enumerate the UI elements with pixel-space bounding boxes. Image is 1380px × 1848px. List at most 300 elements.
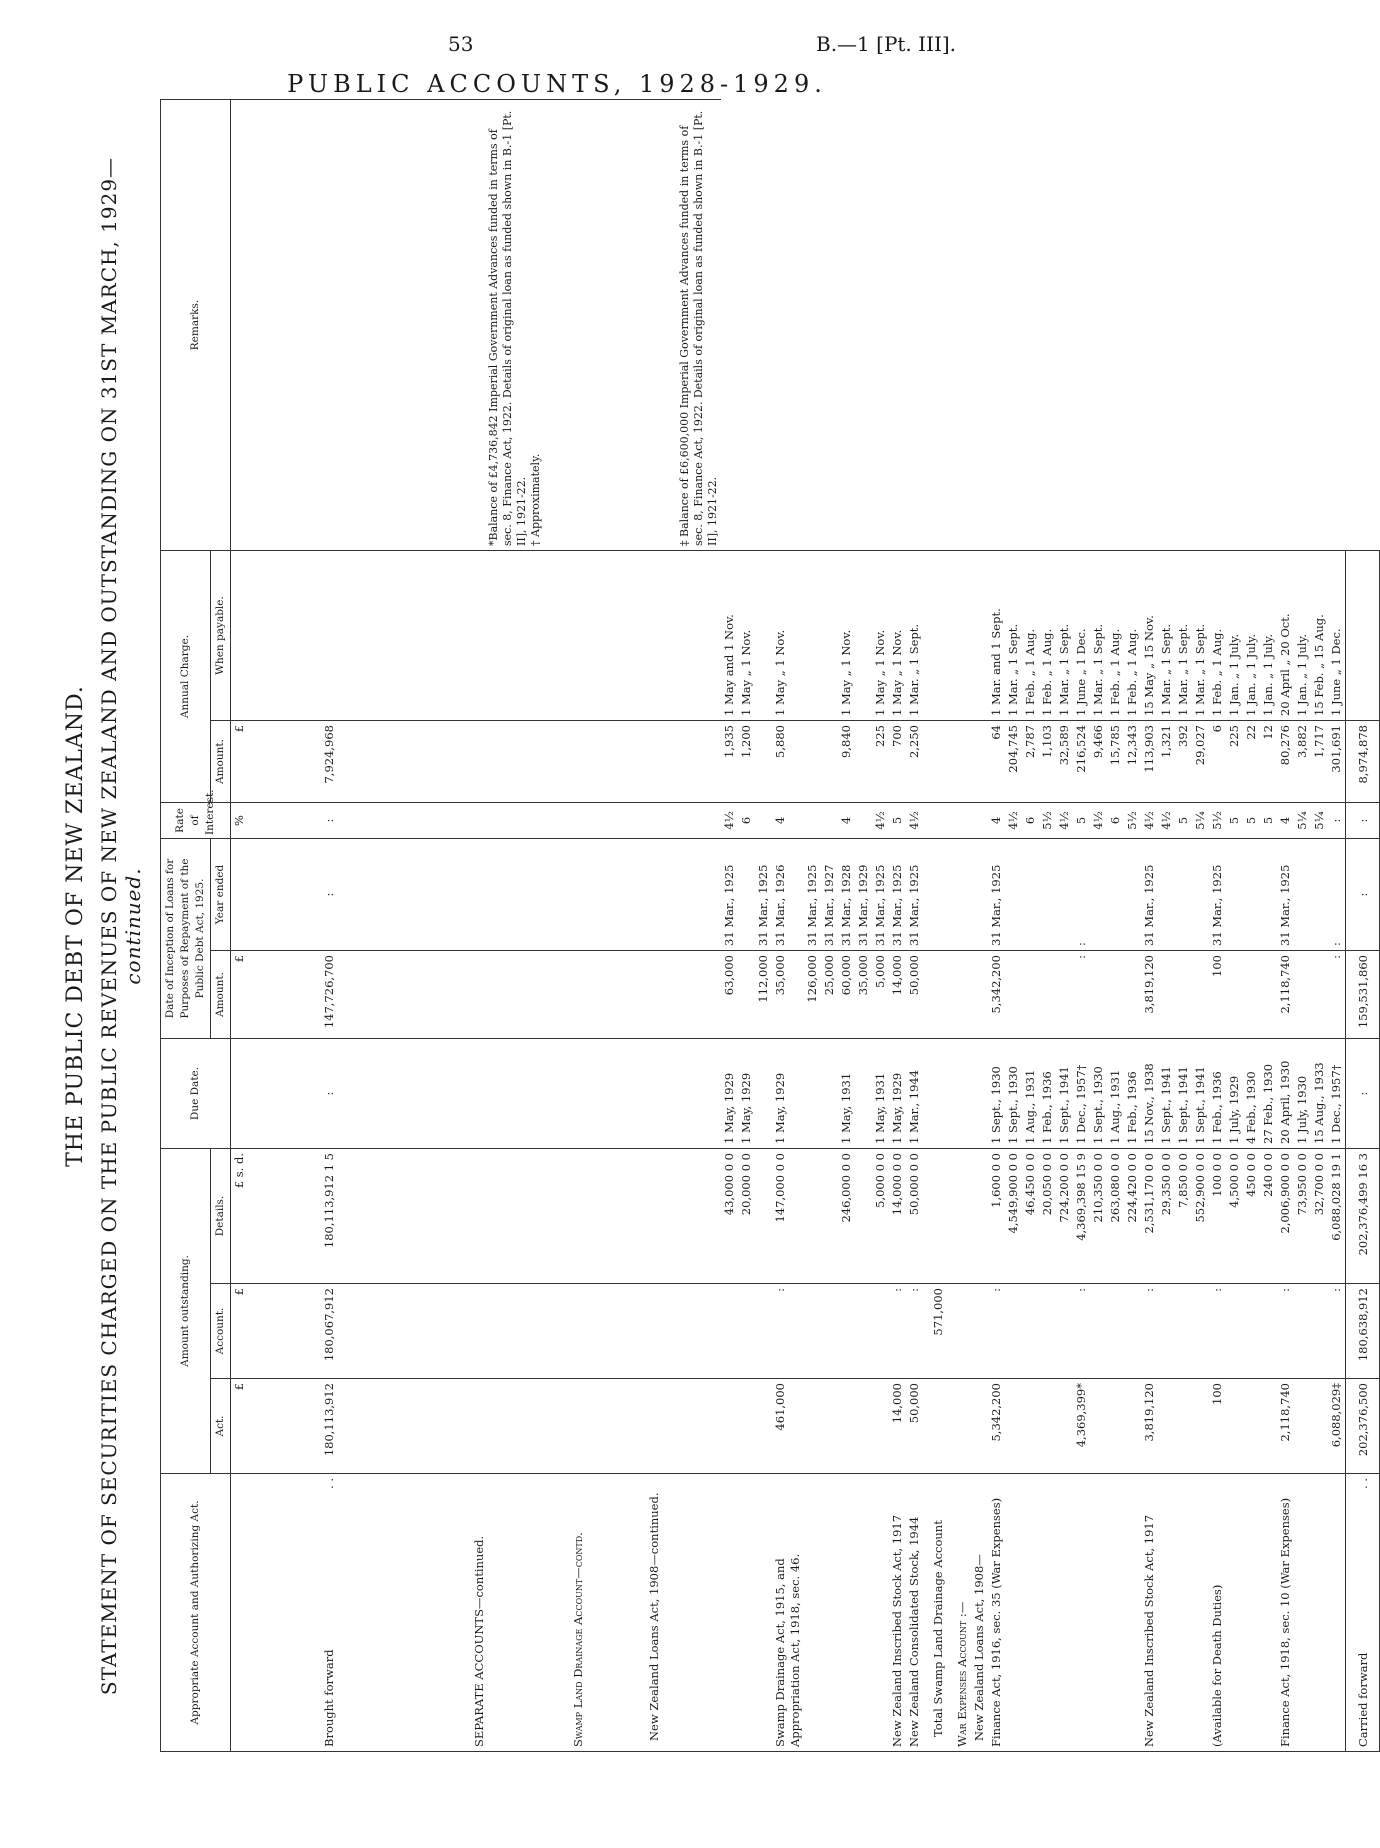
row-rate: 4½ [1056, 803, 1073, 839]
row-rate: 5 [1073, 803, 1090, 839]
cf-account: 180,638,912 [1346, 1284, 1380, 1379]
row-due-date [821, 1039, 838, 1149]
row-inc-amount: 3,819,120 [1141, 951, 1158, 1039]
row-inc-amount: 63,000 [721, 951, 738, 1039]
row-inc-amount: : [1073, 951, 1090, 1039]
row-inc-amount [1158, 951, 1175, 1039]
row-rate [821, 803, 838, 839]
row-annual-amount: 9,466 [1090, 721, 1107, 803]
row-when-payable: 1 Jan. „ 1 July. [1260, 551, 1277, 721]
row-account [1158, 1284, 1175, 1379]
col-inc-year: Year ended [211, 839, 231, 951]
row-inc-year: 31 Mar., 1925 [872, 839, 889, 951]
table-row [738, 100, 755, 1752]
row-label [838, 1474, 855, 1752]
leader-dots: . . [1356, 1478, 1370, 1489]
table-row [872, 100, 889, 1752]
row-when-payable: 1 Mar. „ 1 Sept. [1192, 551, 1209, 721]
row-due-date: 1 Sept., 1930 [1090, 1039, 1107, 1149]
document-reference: B.—1 [Pt. III]. [816, 32, 957, 56]
row-account: : [889, 1284, 906, 1379]
row-rate: 5½ [1039, 803, 1056, 839]
row-act [1022, 1379, 1039, 1474]
row-rate: 5 [1175, 803, 1192, 839]
row-when-payable: 1 May „ 1 Nov. [889, 551, 906, 721]
row-due-date: 1 Sept., 1941 [1158, 1039, 1175, 1149]
col-inc-amount: Amount. [211, 951, 231, 1039]
row-annual-amount: 225 [872, 721, 889, 803]
unit-symbol: £ [231, 1284, 309, 1379]
row-act [738, 1379, 755, 1474]
row-details: 224,420 0 0 [1124, 1149, 1141, 1284]
row-inc-amount [1311, 951, 1328, 1039]
row-account [721, 1284, 738, 1379]
row-when-payable: 1 Mar. „ 1 Sept. [1175, 551, 1192, 721]
table-row [721, 100, 738, 1752]
row-inc-year [1175, 839, 1192, 951]
row-details: 5,000 0 0 [872, 1149, 889, 1284]
row-inc-amount: 50,000 [906, 951, 923, 1039]
row-account [738, 1284, 755, 1379]
row-annual-amount: 6 [1209, 721, 1226, 803]
row-due-date: 1 May, 1929 [721, 1039, 738, 1149]
row-inc-year [1039, 839, 1056, 951]
bf-inc-year: : [308, 839, 463, 951]
row-inc-amount [1005, 951, 1022, 1039]
row-act [1226, 1379, 1243, 1474]
row-label: New Zealand Inscribed Stock Act, 1917 [1141, 1474, 1158, 1752]
row-inc-year: 31 Mar., 1925 [1209, 839, 1226, 951]
row-due-date: 1 Sept., 1941 [1192, 1039, 1209, 1149]
row-inc-amount [1022, 951, 1039, 1039]
row-label [855, 1474, 872, 1752]
row-rate [804, 803, 821, 839]
table-row [1022, 100, 1039, 1752]
row-label [1005, 1474, 1022, 1752]
bf-rate: : [308, 803, 463, 839]
row-details: 20,050 0 0 [1039, 1149, 1056, 1284]
table-row [1124, 100, 1141, 1752]
row-label [1328, 1474, 1346, 1752]
row-label [1175, 1474, 1192, 1752]
table-row [1277, 100, 1294, 1752]
row-inc-amount: 126,000 [804, 951, 821, 1039]
row-when-payable [755, 551, 772, 721]
table-row [889, 100, 906, 1752]
row-account [855, 1284, 872, 1379]
remarks-cell [231, 100, 722, 551]
row-annual-amount: 1,935 [721, 721, 738, 803]
row-annual-amount [855, 721, 872, 803]
row-due-date: 4 Feb., 1930 [1243, 1039, 1260, 1149]
row-annual-amount [804, 721, 821, 803]
row-details: 20,000 0 0 [738, 1149, 755, 1284]
table-row [755, 100, 772, 1752]
row-account [1294, 1284, 1311, 1379]
details-unit: £ s. d. [231, 1149, 309, 1284]
cf-rate: : [1346, 803, 1380, 839]
section-heading-row [971, 100, 988, 1752]
row-inc-year: 31 Mar., 1925 [889, 839, 906, 951]
row-annual-amount: 700 [889, 721, 906, 803]
row-act [855, 1379, 872, 1474]
row-when-payable: 1 Mar. „ 1 Sept. [1005, 551, 1022, 721]
row-due-date: 1 May, 1929 [772, 1039, 804, 1149]
row-inc-amount: 5,000 [872, 951, 889, 1039]
row-when-payable: 1 Feb. „ 1 Aug. [1022, 551, 1039, 721]
row-annual-amount [755, 721, 772, 803]
row-when-payable: 1 May „ 1 Nov. [772, 551, 804, 721]
row-when-payable: 15 May „ 15 Nov. [1141, 551, 1158, 721]
row-label [1311, 1474, 1328, 1752]
swamp-total-label: Total Swamp Land Drainage Account [923, 1474, 947, 1752]
row-label [1260, 1474, 1277, 1752]
row-account: : [988, 1284, 1005, 1379]
row-act [1260, 1379, 1277, 1474]
row-act [821, 1379, 838, 1474]
row-when-payable: 1 June „ 1 Dec. [1073, 551, 1090, 721]
row-details [755, 1149, 772, 1284]
row-annual-amount: 29,027 [1192, 721, 1209, 803]
row-inc-year: 31 Mar., 1929 [855, 839, 872, 951]
row-act [1294, 1379, 1311, 1474]
row-act [1039, 1379, 1056, 1474]
row-act [1056, 1379, 1073, 1474]
row-due-date: 1 Sept., 1930 [1005, 1039, 1022, 1149]
row-when-payable: 1 May „ 1 Nov. [838, 551, 855, 721]
row-annual-amount: 80,276 [1277, 721, 1294, 803]
row-rate: 5 [889, 803, 906, 839]
row-account [1243, 1284, 1260, 1379]
table-row [772, 100, 804, 1752]
row-when-payable: 1 Mar. „ 1 Sept. [906, 551, 923, 721]
row-act [1311, 1379, 1328, 1474]
leader-dots: . . [322, 1478, 337, 1489]
cf-details: 202,376,499 16 3 [1346, 1149, 1380, 1284]
row-when-payable: 1 May and 1 Nov. [721, 551, 738, 721]
row-inc-amount: 5,342,200 [988, 951, 1005, 1039]
war-account-heading: War Expenses Account :— [947, 1474, 971, 1752]
row-when-payable: 1 Jan. „ 1 July. [1226, 551, 1243, 721]
row-label [738, 1474, 755, 1752]
row-act: 461,000 [772, 1379, 804, 1474]
row-due-date [804, 1039, 821, 1149]
table-row [1039, 100, 1056, 1752]
row-act: 100 [1209, 1379, 1226, 1474]
table-row [1226, 100, 1243, 1752]
cf-inc-amount: 159,531,860 [1346, 951, 1380, 1039]
carried-forward-label: Carried forward [1356, 1652, 1370, 1747]
row-when-payable: 1 Mar. „ 1 Sept. [1090, 551, 1107, 721]
carried-forward-row [1346, 100, 1380, 1752]
row-details: 210,350 0 0 [1090, 1149, 1107, 1284]
row-inc-year [1107, 839, 1124, 951]
row-account: : [772, 1284, 804, 1379]
row-rate: 4 [772, 803, 804, 839]
row-inc-amount: 25,000 [821, 951, 838, 1039]
row-rate: 5½ [1124, 803, 1141, 839]
row-inc-year [1192, 839, 1209, 951]
row-account [1090, 1284, 1107, 1379]
statement-subtitle [97, 100, 145, 1752]
unit-row [231, 100, 309, 1752]
row-rate: 4½ [1158, 803, 1175, 839]
row-inc-year [738, 839, 755, 951]
row-inc-year: 31 Mar., 1925 [721, 839, 738, 951]
row-label: Swamp Drainage Act, 1915, and Appropriation Act, 1918, sec. 46. [772, 1474, 804, 1752]
row-rate: 4 [988, 803, 1005, 839]
row-label [804, 1474, 821, 1752]
subtitle-text: STATEMENT OF SECURITIES CHARGED ON THE PUBLIC REVENUES OF NEW ZEALAND AND OUTSTANDING ON 31ST MARCH, 1929 [97, 177, 121, 1696]
row-when-payable: 15 Feb. „ 15 Aug. [1311, 551, 1328, 721]
row-rate: 4 [1277, 803, 1294, 839]
row-details: 450 0 0 [1243, 1149, 1260, 1284]
row-inc-amount [1175, 951, 1192, 1039]
bf-annual: 7,924,968 [308, 721, 463, 803]
row-label [821, 1474, 838, 1752]
row-label [1158, 1474, 1175, 1752]
row-act: 14,000 [889, 1379, 906, 1474]
row-when-payable: 1 May „ 1 Nov. [872, 551, 889, 721]
table-row [1090, 100, 1107, 1752]
row-when-payable: 1 Feb. „ 1 Aug. [1124, 551, 1141, 721]
row-act [1124, 1379, 1141, 1474]
row-inc-year [1005, 839, 1022, 951]
row-due-date [755, 1039, 772, 1149]
row-act [1243, 1379, 1260, 1474]
row-when-payable: 1 Feb. „ 1 Aug. [1209, 551, 1226, 721]
row-act: 5,342,200 [988, 1379, 1005, 1474]
row-rate [755, 803, 772, 839]
row-inc-amount [1294, 951, 1311, 1039]
row-inc-amount: 35,000 [855, 951, 872, 1039]
row-inc-amount [1192, 951, 1209, 1039]
row-account [755, 1284, 772, 1379]
row-due-date: 1 Mar., 1944 [906, 1039, 923, 1149]
row-account: : [1073, 1284, 1090, 1379]
row-inc-amount: 112,000 [755, 951, 772, 1039]
row-inc-year: 31 Mar., 1925 [988, 839, 1005, 951]
row-due-date: 1 Feb., 1936 [1209, 1039, 1226, 1149]
row-account [1192, 1284, 1209, 1379]
row-when-payable: 1 Feb. „ 1 Aug. [1039, 551, 1056, 721]
row-details: 46,450 0 0 [1022, 1149, 1039, 1284]
row-details: 240 0 0 [1260, 1149, 1277, 1284]
row-inc-year: 31 Mar., 1926 [772, 839, 804, 951]
row-rate: 4 [838, 803, 855, 839]
row-act [721, 1379, 738, 1474]
row-annual-amount [821, 721, 838, 803]
row-inc-amount: : [1328, 951, 1346, 1039]
row-due-date: 1 July, 1929 [1226, 1039, 1243, 1149]
page-number: 53 [448, 32, 474, 56]
row-annual-amount: 113,903 [1141, 721, 1158, 803]
row-inc-year: 31 Mar., 1925 [755, 839, 772, 951]
col-act: Act. [211, 1379, 231, 1474]
row-inc-year: : [1073, 839, 1090, 951]
brought-forward-label: Brought forward [322, 1649, 337, 1747]
row-inc-amount: 100 [1209, 951, 1226, 1039]
cf-inc-year: : [1346, 839, 1380, 951]
cf-annual: 8,974,878 [1346, 721, 1380, 803]
row-act [838, 1379, 855, 1474]
table-row [1141, 100, 1158, 1752]
row-inc-year [1124, 839, 1141, 951]
row-inc-amount: 2,118,740 [1277, 951, 1294, 1039]
row-annual-amount: 12,343 [1124, 721, 1141, 803]
war-rows [988, 100, 1346, 1752]
row-annual-amount: 12 [1260, 721, 1277, 803]
row-account [1175, 1284, 1192, 1379]
row-due-date: 1 Sept., 1941 [1056, 1039, 1073, 1149]
row-rate: 6 [738, 803, 755, 839]
row-inc-year: 31 Mar., 1927 [821, 839, 838, 951]
row-details: 1,600 0 0 [988, 1149, 1005, 1284]
row-when-payable: 1 Mar. „ 1 Sept. [1056, 551, 1073, 721]
row-when-payable: 1 Jan. „ 1 July. [1243, 551, 1260, 721]
row-label: Finance Act, 1916, sec. 35 (War Expenses) [988, 1474, 1005, 1752]
row-act [1175, 1379, 1192, 1474]
row-due-date: 1 Feb., 1936 [1124, 1039, 1141, 1149]
row-rate: 5 [1260, 803, 1277, 839]
row-account: : [1141, 1284, 1158, 1379]
row-act [1107, 1379, 1124, 1474]
row-act: 4,369,399* [1073, 1379, 1090, 1474]
swamp-rows [721, 100, 923, 1752]
row-rate: 4½ [1141, 803, 1158, 839]
row-label: New Zealand Consolidated Stock, 1944 [906, 1474, 923, 1752]
row-inc-year: 31 Mar., 1925 [804, 839, 821, 951]
row-inc-amount [1090, 951, 1107, 1039]
bf-account: 180,067,912 [308, 1284, 463, 1379]
row-inc-year [1243, 839, 1260, 951]
row-when-payable [855, 551, 872, 721]
table-row [988, 100, 1005, 1752]
row-when-payable [821, 551, 838, 721]
row-when-payable: 1 Jan. „ 1 July. [1294, 551, 1311, 721]
row-account [804, 1284, 821, 1379]
row-inc-amount [1243, 951, 1260, 1039]
row-inc-amount [1039, 951, 1056, 1039]
row-inc-year [1260, 839, 1277, 951]
row-annual-amount: 301,691 [1328, 721, 1346, 803]
table-row [1175, 100, 1192, 1752]
percent-unit: % [231, 803, 309, 839]
row-inc-year: 31 Mar., 1925 [1141, 839, 1158, 951]
row-details: 2,006,900 0 0 [1277, 1149, 1294, 1284]
row-inc-amount: 35,000 [772, 951, 804, 1039]
table-row [1209, 100, 1226, 1752]
debt-table [160, 99, 1380, 1752]
row-due-date: 1 Dec., 1957† [1328, 1039, 1346, 1149]
row-inc-year [1158, 839, 1175, 951]
page-title: PUBLIC ACCOUNTS, 1928-1929. [287, 70, 827, 98]
rotated-statement [55, 100, 1370, 1752]
swamp-act-heading: New Zealand Loans Act, 1908—continued. [646, 1474, 721, 1752]
table-row [821, 100, 838, 1752]
row-label [1039, 1474, 1056, 1752]
row-due-date: 1 Sept., 1930 [988, 1039, 1005, 1149]
row-details: 32,700 0 0 [1311, 1149, 1328, 1284]
col-remarks: Remarks. [161, 100, 231, 551]
row-label [1226, 1474, 1243, 1752]
row-inc-year: 31 Mar., 1925 [1277, 839, 1294, 951]
row-act [1192, 1379, 1209, 1474]
row-annual-amount: 204,745 [1005, 721, 1022, 803]
row-rate: 6 [1022, 803, 1039, 839]
row-due-date: 1 May, 1929 [889, 1039, 906, 1149]
row-details [804, 1149, 821, 1284]
row-details: 4,549,900 0 0 [1005, 1149, 1022, 1284]
row-rate: 4½ [1005, 803, 1022, 839]
row-inc-year: 31 Mar., 1925 [906, 839, 923, 951]
row-label [1022, 1474, 1039, 1752]
row-inc-year [1294, 839, 1311, 951]
row-inc-amount [1107, 951, 1124, 1039]
unit-symbol: £ [231, 721, 309, 803]
row-rate: 4½ [1090, 803, 1107, 839]
table-row [1107, 100, 1124, 1752]
col-amount-outstanding: Amount outstanding. [161, 1149, 211, 1474]
bf-due: : [308, 1039, 463, 1149]
row-details: 2,531,170 0 0 [1141, 1149, 1158, 1284]
row-account: : [1277, 1284, 1294, 1379]
row-act [1005, 1379, 1022, 1474]
row-act: 2,118,740 [1277, 1379, 1294, 1474]
row-due-date: 1 Sept., 1941 [1175, 1039, 1192, 1149]
col-act-title: Appropriate Account and Authorizing Act. [161, 1474, 231, 1752]
row-inc-year [1056, 839, 1073, 951]
swamp-account-heading: Swamp Land Drainage Account—contd. [570, 1474, 645, 1752]
row-inc-amount: 60,000 [838, 951, 855, 1039]
table-row [1328, 100, 1346, 1752]
row-annual-amount: 1,717 [1311, 721, 1328, 803]
row-label [1243, 1474, 1260, 1752]
row-account [821, 1284, 838, 1379]
col-account: Account. [211, 1284, 231, 1379]
row-details: 147,000 0 0 [772, 1149, 804, 1284]
row-due-date: 1 May, 1929 [738, 1039, 755, 1149]
row-annual-amount: 216,524 [1073, 721, 1090, 803]
row-inc-amount [738, 951, 755, 1039]
row-due-date: 1 May, 1931 [872, 1039, 889, 1149]
row-due-date: 1 Dec., 1957† [1073, 1039, 1090, 1149]
row-details: 246,000 0 0 [838, 1149, 855, 1284]
row-due-date: 1 Feb., 1936 [1039, 1039, 1056, 1149]
table-row [1056, 100, 1073, 1752]
row-when-payable: 1 Mar. „ 1 Sept. [1158, 551, 1175, 721]
swamp-total-body [923, 100, 988, 1752]
row-annual-amount: 2,787 [1022, 721, 1039, 803]
bf-details: 180,113,912 1 5 [308, 1149, 463, 1284]
row-label [1090, 1474, 1107, 1752]
bf-inc-amount: 147,726,700 [308, 951, 463, 1039]
row-due-date: 1 July, 1930 [1294, 1039, 1311, 1149]
swamp-total-row [923, 100, 947, 1752]
row-rate: 5¼ [1192, 803, 1209, 839]
table-row [1294, 100, 1311, 1752]
row-rate: 4½ [906, 803, 923, 839]
row-due-date: 1 Aug., 1931 [1107, 1039, 1124, 1149]
row-account [1107, 1284, 1124, 1379]
section-heading-row [947, 100, 971, 1752]
table-row [1158, 100, 1175, 1752]
row-when-payable: 1 May „ 1 Nov. [738, 551, 755, 721]
row-details: 100 0 0 [1209, 1149, 1226, 1284]
row-details: 7,850 0 0 [1175, 1149, 1192, 1284]
col-due-date: Due Date. [161, 1039, 231, 1149]
row-due-date: 1 May, 1931 [838, 1039, 855, 1149]
